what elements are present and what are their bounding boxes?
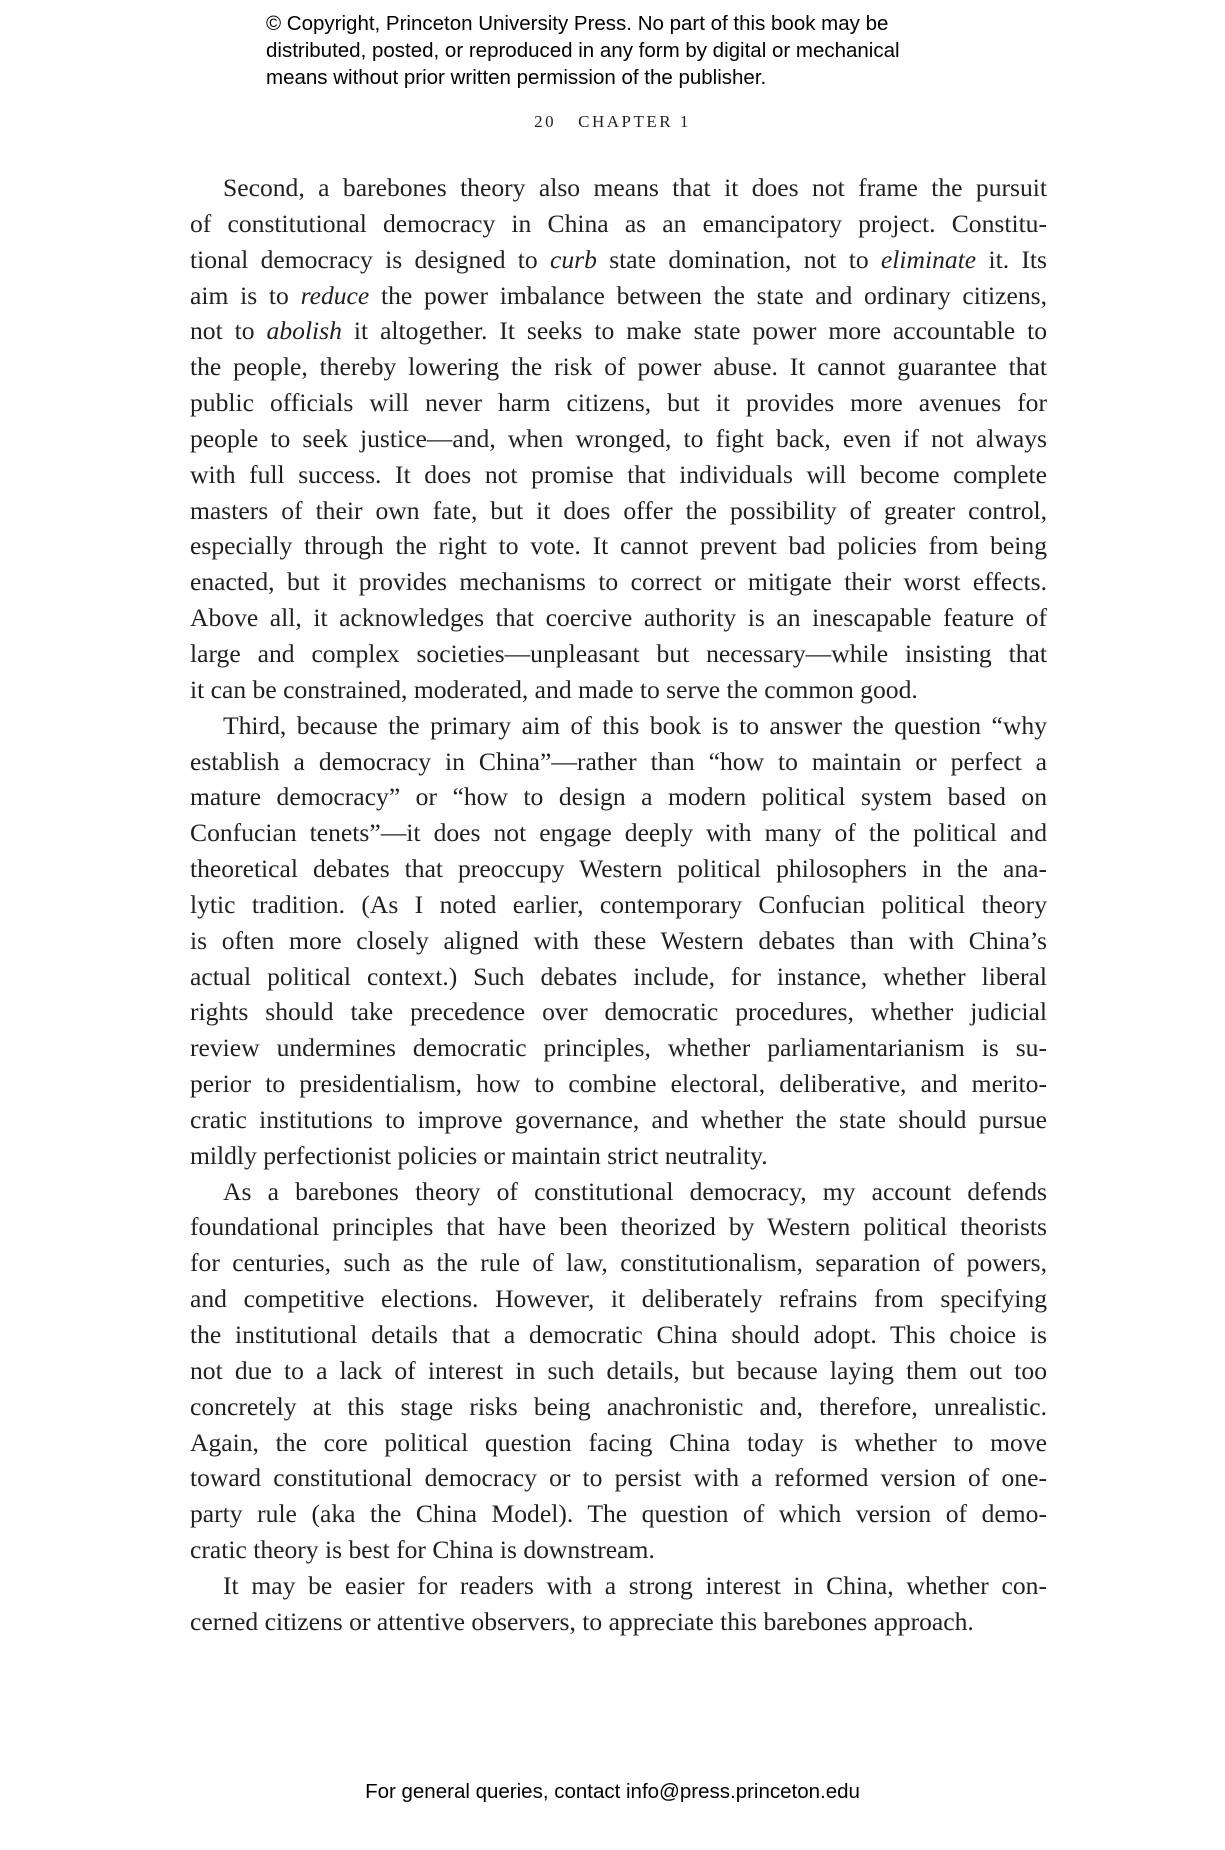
text-line: cratic institutions to improve governance, and whether the state should pursue [190,1104,1047,1134]
text-line: actual political context.) Such debates include, for instance, whether liberal [190,961,1047,991]
text-line: with full success. It does not promise that individuals will become complete [190,459,1047,489]
text-line: people to seek justice—and, when wronged, to fight back, even if not always [190,423,1047,453]
text-line: Third, because the primary aim of this book is to answer the question “why [223,710,1047,740]
paragraph [190,708,1047,1174]
text-line: public officials will never harm citizens, but it provides more avenues for [190,388,1047,418]
text-line: large and complex societies—unpleasant but necessary—while insisting that [190,638,1047,668]
paragraph [190,1174,1047,1568]
text-line: especially through the right to vote. It cannot prevent bad policies from being [190,531,1047,561]
text-line: is often more closely aligned with these Western debates than with China’s [190,925,1047,955]
emphasis: reduce [300,280,370,310]
text-line: and competitive elections. However, it deliberately refrains from specifying [190,1284,1047,1314]
copyright-line: © Copyright, Princeton University Press. No part of this book may be [266,12,889,35]
text-line: perior to presidentialism, how to combine electoral, deliberative, and merito- [190,1069,1047,1099]
copyright-line: distributed, posted, or reproduced in any form by digital or mechanical [266,39,900,62]
text-line: establish a democracy in China”—rather than “how to maintain or perfect a [190,746,1047,776]
emphasis: curb [550,244,597,274]
emphasis: eliminate [880,244,977,274]
running-head [0,112,1225,132]
text-line: Again, the core political question facing China today is whether to move [190,1427,1047,1457]
text-line: for centuries, such as the rule of law, constitutionalism, separation of powers, [190,1248,1047,1278]
text-line: rights should take precedence over democratic procedures, whether judicial [190,997,1047,1027]
text-line: mature democracy” or “how to design a modern political system based on [190,782,1047,812]
text-line: enacted, but it provides mechanisms to correct or mitigate their worst effects. [190,567,1047,597]
page-number: 20 [534,112,557,131]
text-line: theoretical debates that preoccupy Western political philosophers in the ana- [190,854,1047,884]
text-line: it can be constrained, moderated, and made to serve the common good. [190,674,918,704]
text-line: of constitutional democracy in China as an emancipatory project. Constitu- [190,208,1047,238]
text-line: toward constitutional democracy or to persist with a reformed version of one- [190,1463,1047,1493]
text-line: Confucian tenets”—it does not engage deeply with many of the political and [190,818,1047,848]
text-line: not due to a lack of interest in such details, but because laying them out too [190,1355,1047,1385]
text-line: the institutional details that a democratic China should adopt. This choice is [190,1320,1047,1349]
body-text [190,170,1047,1640]
copyright-line: means without prior written permission of the publisher. [266,66,767,89]
text-line: concretely at this stage risks being anachronistic and, therefore, unrealistic. [190,1391,1047,1421]
footer-contact: For general queries, contact info@press.princeton.edu [365,1780,860,1803]
text-line: foundational principles that have been theorized by Western political theorists [190,1212,1047,1242]
text-line: Second, a barebones theory also means that it does not frame the pursuit [223,173,1047,202]
text-line: review undermines democratic principles, whether parliamentarianism is su- [190,1033,1047,1063]
text-line: not to abolish it altogether. It seeks to make state power more accountable to [190,316,1047,346]
emphasis: abolish [266,316,342,346]
text-line: masters of their own fate, but it does offer the possibility of greater control, [190,495,1047,525]
text-line: lytic tradition. (As I noted earlier, contemporary Confucian political theory [190,889,1047,919]
text-line: party rule (aka the China Model). The question of which version of demo- [190,1499,1047,1529]
text-line: cratic theory is best for China is downstream. [190,1535,655,1565]
text-line: Above all, it acknowledges that coercive authority is an inescapable feature of [190,603,1047,633]
paragraph [190,170,1047,708]
text-line: tional democracy is designed to curb state domination, not to eliminate it. Its [190,244,1047,274]
text-line: the people, thereby lowering the risk of power abuse. It cannot guarantee that [190,352,1047,382]
text-line: It may be easier for readers with a strong interest in China, whether con- [223,1570,1047,1600]
text-line: As a barebones theory of constitutional democracy, my account defends [223,1176,1047,1206]
text-line: mildly perfectionist policies or maintain strict neutrality. [190,1140,768,1170]
copyright-notice [266,10,900,91]
text-line: aim is to reduce the power imbalance between the state and ordinary citizens, [190,280,1047,310]
paragraph [190,1568,1047,1640]
text-line: cerned citizens or attentive observers, to appreciate this barebones approach. [190,1606,974,1636]
chapter-label: CHAPTER 1 [578,112,691,131]
